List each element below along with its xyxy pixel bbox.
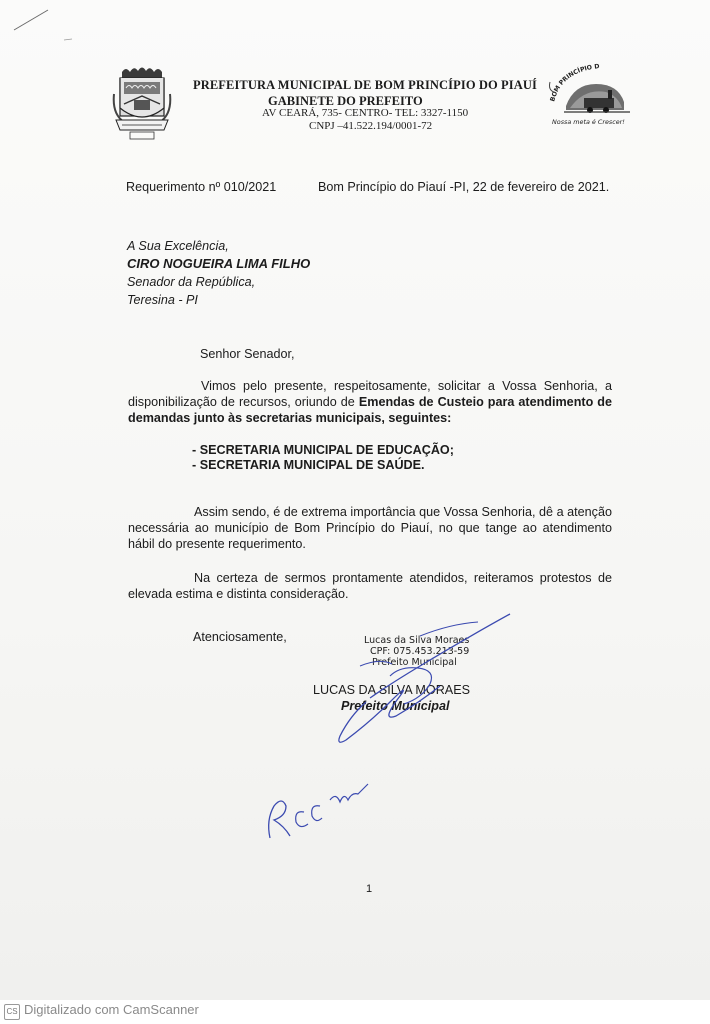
header-cnpj: CNPJ –41.522.194/0001-72 bbox=[309, 120, 433, 132]
coat-of-arms-logo bbox=[112, 64, 172, 142]
handwritten-signature bbox=[300, 606, 530, 756]
camscanner-icon: CS bbox=[4, 1004, 20, 1020]
paragraph-request-bold: Emendas de Custeio para atendimento de demandas junto às secretarias municipais, seguintes: bbox=[128, 395, 612, 425]
paragraph-closing: Na certeza de sermos prontamente atendidos, reiteramos protestos de elevada estima e distinta consideração. bbox=[128, 571, 612, 601]
paragraph-request bbox=[128, 378, 612, 426]
recipient-city: Teresina - PI bbox=[127, 293, 198, 307]
header-office: GABINETE DO PREFEITO bbox=[268, 94, 423, 108]
handwritten-initials bbox=[256, 770, 376, 850]
request-number: Requerimento nº 010/2021 bbox=[126, 180, 277, 194]
header-address: AV CEARÁ, 735- CENTRO- TEL: 3327-1150 bbox=[262, 107, 469, 119]
closing: Atenciosamente, bbox=[193, 630, 287, 644]
greeting: Senhor Senador, bbox=[200, 347, 295, 361]
recipient-name: CIRO NOGUEIRA LIMA FILHO bbox=[127, 256, 311, 271]
page-number: 1 bbox=[366, 883, 373, 895]
place-date: Bom Princípio do Piauí -PI, 22 de fevereiro de 2021. bbox=[318, 180, 610, 194]
pen-scratch-mark bbox=[0, 0, 120, 50]
list-item: - SECRETARIA MUNICIPAL DE SAÚDE. bbox=[192, 458, 425, 472]
signer-name: LUCAS DA SILVA MORAES bbox=[313, 683, 471, 697]
paragraph-importance: Assim sendo, é de extrema importância que Vossa Senhoria, dê a atenção necessária ao município de Bom Princípio do Piauí, no que tange ao atendimento hábil do presente requerimento. bbox=[128, 505, 612, 551]
signer-title: Prefeito Municipal bbox=[341, 699, 450, 713]
municipal-logo bbox=[544, 62, 634, 128]
list-item: - SECRETARIA MUNICIPAL DE EDUCAÇÃO; bbox=[192, 443, 454, 457]
camscanner-text: Digitalizado com CamScanner bbox=[24, 1002, 199, 1017]
paragraph-request-text: Vimos pelo presente, respeitosamente, solicitar a Vossa Senhoria, a disponibilização de recursos, oriundo de bbox=[128, 379, 612, 409]
header-org-name: PREFEITURA MUNICIPAL DE BOM PRINCÍPIO DO PIAUÍ bbox=[193, 78, 537, 92]
stamp-role: Prefeito Municipal bbox=[372, 657, 457, 668]
recipient-salutation: A Sua Excelência, bbox=[127, 239, 229, 253]
logo-arc-text: BOM PRINCÍPIO D bbox=[549, 63, 600, 103]
stamp-name: Lucas da Silva Moraes bbox=[364, 635, 470, 646]
logo-slogan: Nossa meta é Crescer! bbox=[552, 118, 625, 126]
recipient-title: Senador da República, bbox=[127, 275, 256, 289]
stamp-cpf: CPF: 075.453.213-59 bbox=[370, 646, 470, 657]
camscanner-footer bbox=[0, 1000, 710, 1024]
